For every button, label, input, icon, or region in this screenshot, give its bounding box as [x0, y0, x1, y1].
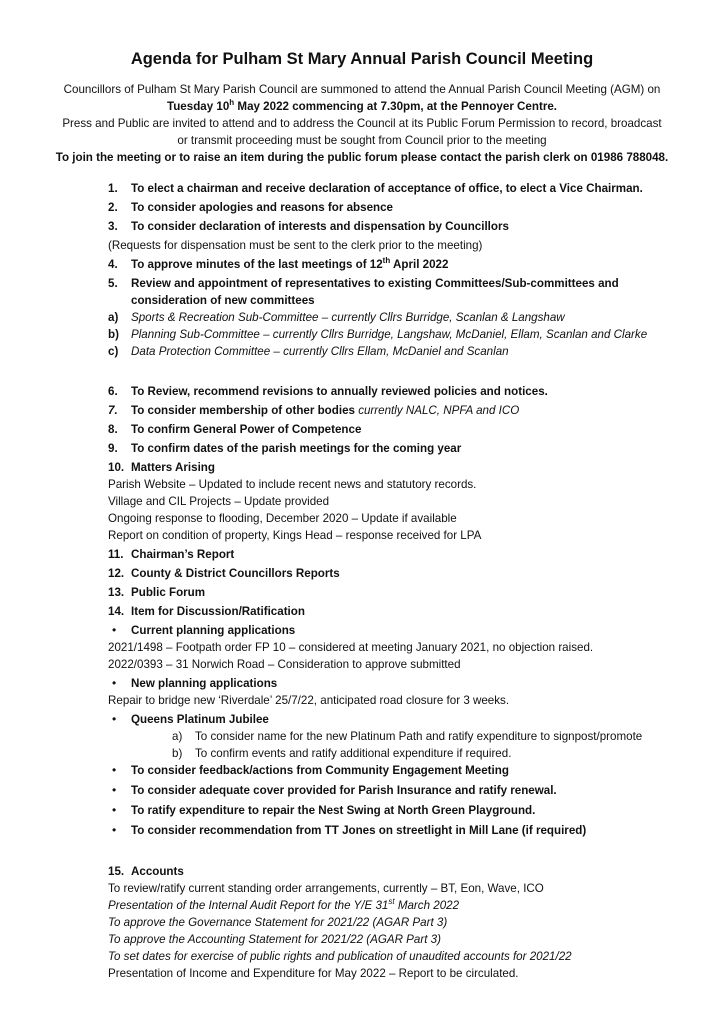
- sub-item: [108, 309, 708, 326]
- planning-line: [108, 656, 708, 673]
- item-text-post: April 2022: [390, 258, 449, 271]
- accounts-line: [108, 931, 708, 948]
- meeting-date-post: May 2022 commencing at 7.30pm, at the Pennoyer Centre.: [234, 100, 557, 113]
- item-text: Review and appointment of representatives to existing Committees/Sub-committees and: [131, 277, 619, 290]
- agenda-item: [108, 218, 708, 235]
- bullet-item: [108, 782, 708, 799]
- matters-text: Parish Website – Updated to include recent news and statutory records.: [108, 478, 477, 491]
- accounts-text: To review/ratify current standing order arrangements, currently – BT, Eon, Wave, ICO: [108, 882, 544, 895]
- jubilee-sub-item: [108, 745, 708, 762]
- bullet-text: To consider feedback/actions from Community Engagement Meeting: [131, 764, 509, 777]
- sub-item-text: Planning Sub-Committee – currently Cllrs Burridge, Langshaw, McDaniel, Ellam, Scanlan and Clarke: [131, 328, 648, 341]
- agenda-item: [108, 584, 708, 601]
- item-text: Chairman’s Report: [131, 548, 235, 561]
- item-text: Matters Arising: [131, 461, 215, 474]
- item-text: To consider apologies and reasons for absence: [131, 201, 394, 214]
- agenda-item: [108, 256, 708, 273]
- bullet-icon: •: [112, 803, 117, 817]
- matters-text: Ongoing response to flooding, December 2020 – Update if available: [108, 512, 457, 525]
- item-number: 4.: [108, 258, 118, 271]
- agenda-item: [108, 459, 708, 476]
- sub-item-letter: a): [108, 311, 119, 324]
- sub-item-text: Data Protection Committee – currently Cllrs Ellam, McDaniel and Scanlan: [131, 345, 509, 358]
- item-text-pre: To approve minutes of the last meetings of 12: [131, 258, 383, 271]
- bullet-item: [108, 762, 708, 779]
- jubilee-sub-item: [108, 728, 708, 745]
- accounts-text: To approve the Governance Statement for 2021/22 (AGAR Part 3): [108, 916, 448, 929]
- intro-block: [20, 81, 704, 166]
- item-number: 3.: [108, 220, 118, 233]
- matters-text: Report on condition of property, Kings Head – response received for LPA: [108, 529, 482, 542]
- intro-line: or transmit proceeding must be sought from Council prior to the meeting: [177, 134, 547, 147]
- item-number: 15.: [108, 865, 125, 878]
- item-text: consideration of new committees: [131, 294, 315, 307]
- contact-line: To join the meeting or to raise an item during the public forum please contact the parish clerk on 01986 788048.: [55, 151, 669, 164]
- planning-line: [108, 639, 708, 656]
- accounts-text: To approve the Accounting Statement for 2021/22 (AGAR Part 3): [108, 933, 441, 946]
- accounts-text-pre: Presentation of the Internal Audit Report for the Y/E 31: [108, 899, 389, 912]
- bullet-icon: •: [112, 763, 117, 777]
- planning-text: 2022/0393 – 31 Norwich Road – Consideration to approve submitted: [108, 658, 461, 671]
- planning-line: [108, 692, 708, 709]
- matters-line: [108, 493, 708, 510]
- bullet-text: To consider recommendation from TT Jones on streetlight in Mill Lane (if required): [131, 824, 587, 837]
- agenda-item: [108, 199, 708, 216]
- note-text: (Requests for dispensation must be sent to the clerk prior to the meeting): [108, 239, 483, 252]
- agenda-item-continued: [108, 292, 708, 309]
- agenda-item: [108, 440, 708, 457]
- item-number: 1.: [108, 182, 118, 195]
- bullet-icon: •: [112, 676, 117, 690]
- bullet-item: [108, 711, 708, 728]
- agenda-item: [108, 863, 708, 880]
- accounts-line: [108, 880, 708, 897]
- item-number: 9.: [108, 442, 118, 455]
- bullet-text: To ratify expenditure to repair the Nest Swing at North Green Playground.: [131, 804, 536, 817]
- matters-text: Village and CIL Projects – Update provided: [108, 495, 330, 508]
- planning-text: Repair to bridge new ‘Riverdale’ 25/7/22, anticipated road closure for 3 weeks.: [108, 694, 510, 707]
- sub-item: [108, 343, 708, 360]
- bullet-item: [108, 822, 708, 839]
- bullet-item: [108, 802, 708, 819]
- intro-line: Press and Public are invited to attend and to address the Council at its Public Forum Permission to record, broadcast: [62, 117, 662, 130]
- matters-line: [108, 510, 708, 527]
- item-text-italic: currently NALC, NPFA and ICO: [354, 404, 520, 417]
- bullet-text: To consider adequate cover provided for Parish Insurance and ratify renewal.: [131, 784, 557, 797]
- item-text: Accounts: [131, 865, 184, 878]
- agenda-item: [108, 383, 708, 400]
- meeting-datetime: [20, 98, 704, 115]
- bullet-item: [108, 622, 708, 639]
- item-number: 8.: [108, 423, 118, 436]
- sub-item-letter: b): [108, 328, 119, 341]
- agenda-item: [108, 421, 708, 438]
- planning-text: 2021/1498 – Footpath order FP 10 – considered at meeting January 2021, no objection raised.: [108, 641, 594, 654]
- bullet-icon: •: [112, 712, 117, 726]
- page-title: Agenda for Pulham St Mary Annual Parish Council Meeting: [130, 50, 594, 68]
- meeting-date-sup: h: [229, 98, 235, 107]
- agenda-item: [108, 180, 708, 197]
- item-text: To Review, recommend revisions to annually reviewed policies and notices.: [131, 385, 548, 398]
- bullet-icon: •: [112, 823, 117, 837]
- meeting-date-pre: Tuesday 10: [167, 100, 230, 113]
- accounts-text: Presentation of Income and Expenditure for May 2022 – Report to be circulated.: [108, 967, 519, 980]
- item-number: 5.: [108, 277, 118, 290]
- sub-item-letter: b): [172, 747, 183, 760]
- item-number: 13.: [108, 586, 125, 599]
- accounts-text: To set dates for exercise of public rights and publication of unaudited accounts for 2021/22: [108, 950, 572, 963]
- item-note: [108, 237, 708, 254]
- agenda-item: [108, 275, 708, 292]
- item-text: County & District Councillors Reports: [131, 567, 340, 580]
- sub-item-text: To consider name for the new Platinum Path and ratify expenditure to signpost/promote: [195, 730, 643, 743]
- accounts-text-sup: st: [388, 897, 395, 906]
- item-number: 12.: [108, 567, 125, 580]
- accounts-text-post: March 2022: [394, 899, 460, 912]
- bullet-icon: •: [112, 783, 117, 797]
- sub-item-text: To confirm events and ratify additional expenditure if required.: [195, 747, 512, 760]
- accounts-line: [108, 897, 708, 914]
- item-text-bold: To consider membership of other bodies: [131, 404, 355, 417]
- bullet-text: New planning applications: [131, 677, 278, 690]
- bullet-text: Current planning applications: [131, 624, 296, 637]
- accounts-line: [108, 914, 708, 931]
- agenda-item: [108, 402, 708, 419]
- bullet-icon: •: [112, 623, 117, 637]
- sub-item: [108, 326, 708, 343]
- item-number: 7.: [108, 404, 118, 417]
- item-text: To elect a chairman and receive declaration of acceptance of office, to elect a Vice Chairman.: [131, 182, 643, 195]
- accounts-line: [108, 965, 708, 982]
- accounts-text: [108, 897, 459, 914]
- accounts-line: [108, 948, 708, 965]
- sub-item-text: Sports & Recreation Sub-Committee – currently Cllrs Burridge, Scanlan & Langshaw: [131, 311, 565, 324]
- intro-line: Councillors of Pulham St Mary Parish Council are summoned to attend the Annual Parish Council Meeting (AGM) on: [63, 83, 661, 96]
- sub-item-letter: a): [172, 730, 183, 743]
- item-number: 14.: [108, 605, 125, 618]
- agenda-item: [108, 565, 708, 582]
- item-text: Public Forum: [131, 586, 206, 599]
- item-number: 11.: [108, 548, 124, 561]
- item-text: To confirm General Power of Competence: [131, 423, 362, 436]
- agenda-list: [108, 180, 708, 982]
- item-number: 2.: [108, 201, 118, 214]
- sub-item-letter: c): [108, 345, 119, 358]
- bullet-item: [108, 675, 708, 692]
- matters-line: [108, 476, 708, 493]
- item-text: To consider declaration of interests and dispensation by Councillors: [131, 220, 509, 233]
- matters-line: [108, 527, 708, 544]
- item-text: [131, 256, 448, 273]
- agenda-item: [108, 546, 708, 563]
- item-text: To confirm dates of the parish meetings for the coming year: [131, 442, 462, 455]
- item-text: [131, 402, 519, 419]
- item-number: 6.: [108, 385, 118, 398]
- item-text: Item for Discussion/Ratification: [131, 605, 305, 618]
- item-text-sup: th: [382, 256, 391, 265]
- item-number: 10.: [108, 461, 125, 474]
- bullet-text: Queens Platinum Jubilee: [131, 713, 269, 726]
- agenda-item: [108, 603, 708, 620]
